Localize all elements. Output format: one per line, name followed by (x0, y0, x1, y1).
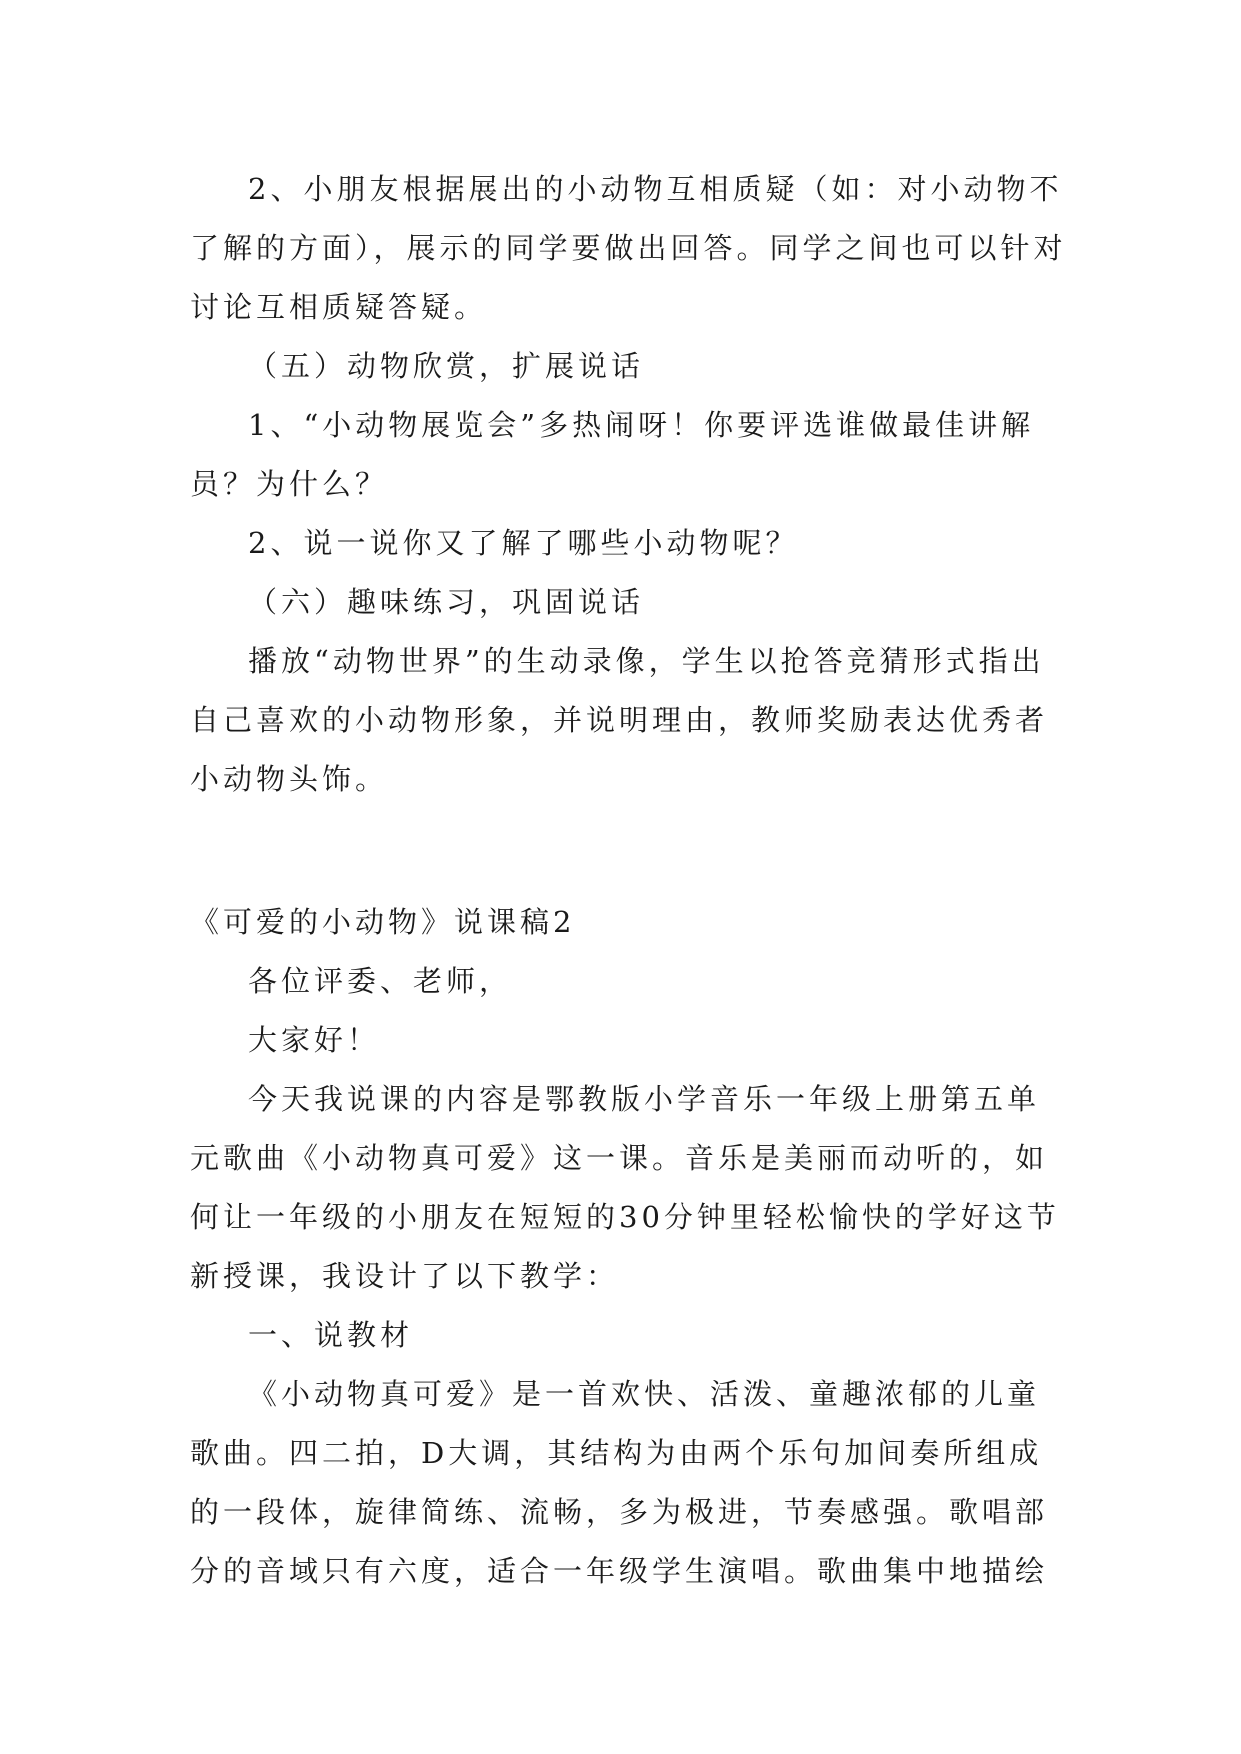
section-title: 《可爱的小动物》说课稿2 (190, 905, 576, 939)
document-body (190, 160, 1070, 1601)
section-gap (190, 809, 1070, 893)
paragraph: 1、“小动物展览会”多热闹呀！你要评选谁做最佳讲解员？为什么？ (190, 408, 1035, 501)
subheading-5: （五）动物欣赏，扩展说话 (248, 349, 645, 383)
paragraph: 各位评委、老师， (248, 964, 513, 998)
paragraph: 今天我说课的内容是鄂教版小学音乐一年级上册第五单元歌曲《小动物真可爱》这一课。音乐是美丽而动听的，如何让一年级的小朋友在短短的30分钟里轻松愉快的学好这节新授课，我设计了以下教学： (190, 1082, 1060, 1293)
paragraph: 大家好！ (248, 1023, 381, 1057)
subheading-1: 一、说教材 (248, 1318, 414, 1352)
subheading-6: （六）趣味练习，巩固说话 (248, 585, 645, 619)
section-lecture-2 (190, 893, 1070, 1601)
paragraph: 《小动物真可爱》是一首欢快、活泼、童趣浓郁的儿童歌曲。四二拍，D大调，其结构为由两个乐句加间奏所组成的一段体，旋律简练、流畅，多为极进，节奏感强。歌唱部分的音域只有六度，适合一年级学生演唱。歌曲集中地描绘 (190, 1377, 1049, 1588)
section-continued (190, 160, 1070, 809)
paragraph: 2、说一说你又了解了哪些小动物呢？ (248, 526, 799, 560)
paragraph: 2、小朋友根据展出的小动物互相质疑（如：对小动物不了解的方面），展示的同学要做出回答。同学之间也可以针对讨论互相质疑答疑。 (190, 172, 1067, 324)
paragraph: 播放“动物世界”的生动录像，学生以抢答竞猜形式指出自己喜欢的小动物形象，并说明理由，教师奖励表达优秀者小动物头饰。 (190, 644, 1049, 796)
